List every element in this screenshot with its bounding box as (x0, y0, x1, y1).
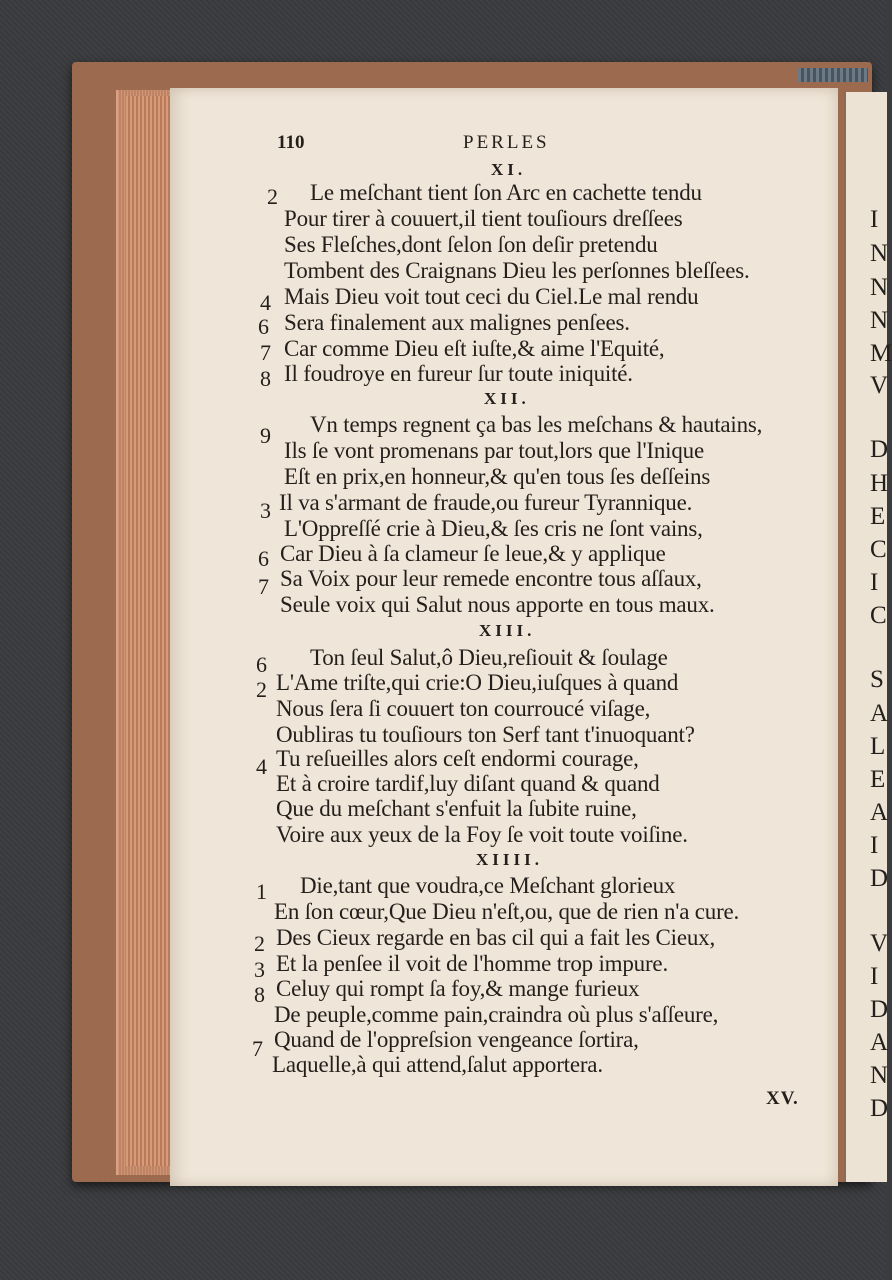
verse-line: L'Oppreſſé crie à Dieu,& ſes cris ne ſont vains, (284, 516, 703, 541)
verse-line: De peuple,comme pain,craindra où plus s'aſſeure, (274, 1002, 719, 1027)
verse-line: Des Cieux regarde en bas cil qui a fait les Cieux, (276, 925, 715, 950)
verse-line: Voire aux yeux de la Foy ſe voit toute voiſine. (276, 822, 688, 847)
facing-page-letter: I (870, 832, 879, 859)
facing-page-letter: A (870, 799, 889, 826)
facing-page-letter: N (870, 274, 889, 301)
verse-line: Mais Dieu voit tout ceci du Ciel.Le mal rendu (284, 284, 699, 309)
stanza-heading: XIII. (479, 621, 536, 640)
verse-line: Car Dieu à ſa clameur ſe leue,& y applique (280, 541, 666, 566)
verse-number: 6 (258, 314, 269, 339)
verse-line: Et à croire tardif,luy diſant quand & quand (276, 771, 660, 796)
facing-page-letter: L (870, 733, 886, 760)
verse-line: Car comme Dieu eſt iuſte,& aime l'Equité, (284, 336, 665, 361)
verse-line: Oubliras tu touſiours ton Serf tant t'inuoquant? (276, 722, 695, 747)
facing-page-letter: C (870, 602, 887, 629)
facing-page-letter: D (870, 865, 889, 892)
verse-line: Que du meſchant s'enfuit la ſubite ruine, (276, 796, 637, 821)
verse-number: 3 (254, 957, 265, 982)
book-spine-band (798, 68, 868, 82)
facing-page-letter: I (870, 569, 879, 596)
verse-number: 8 (260, 366, 271, 391)
facing-page-letter: H (870, 470, 889, 497)
verse-number: 8 (254, 982, 265, 1007)
verse-line: Sera finalement aux malignes penſees. (284, 310, 630, 335)
verse-line: Tombent des Craignans Dieu les perſonnes bleſſees. (284, 258, 750, 283)
verse-number: 6 (258, 546, 269, 571)
verse-number: 4 (260, 290, 271, 315)
verse-line: Celuy qui rompt ſa foy,& mange furieux (276, 976, 640, 1001)
verse-line: Ils ſe vont promenans par tout,lors que l'Inique (284, 438, 704, 463)
facing-page-letter: N (870, 240, 889, 267)
facing-page-letter: E (870, 503, 886, 530)
verse-line: L'Ame triſte,qui crie:O Dieu,iuſques à quand (276, 670, 679, 695)
facing-page-letter: N (870, 1062, 889, 1089)
facing-page-letter: D (870, 1095, 889, 1122)
verse-number: 2 (267, 184, 278, 209)
facing-page-letter: A (870, 700, 889, 727)
verse-number: 6 (256, 652, 267, 677)
verse-number: 9 (260, 423, 271, 448)
running-title: PERLES (463, 132, 550, 153)
verse-line: Ton ſeul Salut,ô Dieu,reſiouit & ſoulage (310, 645, 668, 670)
verse-number: 1 (256, 879, 267, 904)
verse-number: 3 (260, 498, 271, 523)
verse-line: Seule voix qui Salut nous apporte en tous maux. (280, 592, 715, 617)
verse-line: Le meſchant tient ſon Arc en cachette tendu (310, 180, 702, 205)
facing-page-letter: A (870, 1029, 889, 1056)
verse-number: 2 (256, 677, 267, 702)
stanza-heading: XIIII. (476, 850, 543, 869)
stanza-heading: XII. (484, 389, 530, 408)
facing-page-letter: N (870, 307, 889, 334)
stanza-heading: XI. (491, 160, 527, 179)
verse-line: Laquelle,à qui attend,ſalut apportera. (272, 1052, 603, 1077)
verse-line: En ſon cœur,Que Dieu n'eſt,ou, que de rien n'a cure. (274, 899, 740, 924)
facing-page-letter: V (870, 930, 889, 957)
verse-line: Vn temps regnent ça bas les meſchans & hautains, (310, 412, 763, 437)
verse-number: 7 (258, 574, 269, 599)
catchword: XV. (766, 1088, 799, 1109)
facing-page-letter: S (870, 666, 884, 693)
verse-line: Ses Fleſches,dont ſelon ſon deſir pretendu (284, 232, 658, 257)
verse-line: Die,tant que voudra,ce Meſchant glorieux (300, 873, 676, 898)
verse-number: 2 (254, 931, 265, 956)
facing-page-letter: D (870, 996, 889, 1023)
facing-page-letter: I (870, 963, 879, 990)
verse-number: 4 (256, 754, 267, 779)
verse-line: Il foudroye en fureur ſur toute iniquité. (284, 361, 633, 386)
verse-line: Pour tirer à couuert,il tient touſiours dreſſees (284, 206, 683, 231)
verse-number: 7 (252, 1036, 263, 1061)
facing-page-letter: I (870, 206, 879, 233)
verse-line: Quand de l'oppreſsion vengeance ſortira, (274, 1027, 639, 1052)
verse-line: Tu reſueilles alors ceſt endormi courage, (276, 746, 639, 771)
verse-line: Nous ſera ſi couuert ton courroucé viſage, (276, 696, 651, 721)
verse-line: Sa Voix pour leur remede encontre tous aſſaux, (280, 566, 702, 591)
facing-page-letter: M (870, 340, 892, 367)
verse-line: Il va s'armant de fraude,ou fureur Tyrannique. (279, 490, 693, 515)
verse-line: Et la penſee il voit de l'homme trop impure. (276, 951, 668, 976)
verse-number: 7 (260, 340, 271, 365)
facing-page-letter: E (870, 766, 886, 793)
facing-page-letter: V (870, 372, 889, 399)
verse-line: Eſt en prix,en honneur,& qu'en tous ſes deſſeins (284, 464, 711, 489)
facing-page-letter: C (870, 536, 887, 563)
facing-page-letter: D (870, 436, 889, 463)
page-block-edge-inner (126, 96, 174, 1166)
page-number: 110 (277, 132, 305, 153)
